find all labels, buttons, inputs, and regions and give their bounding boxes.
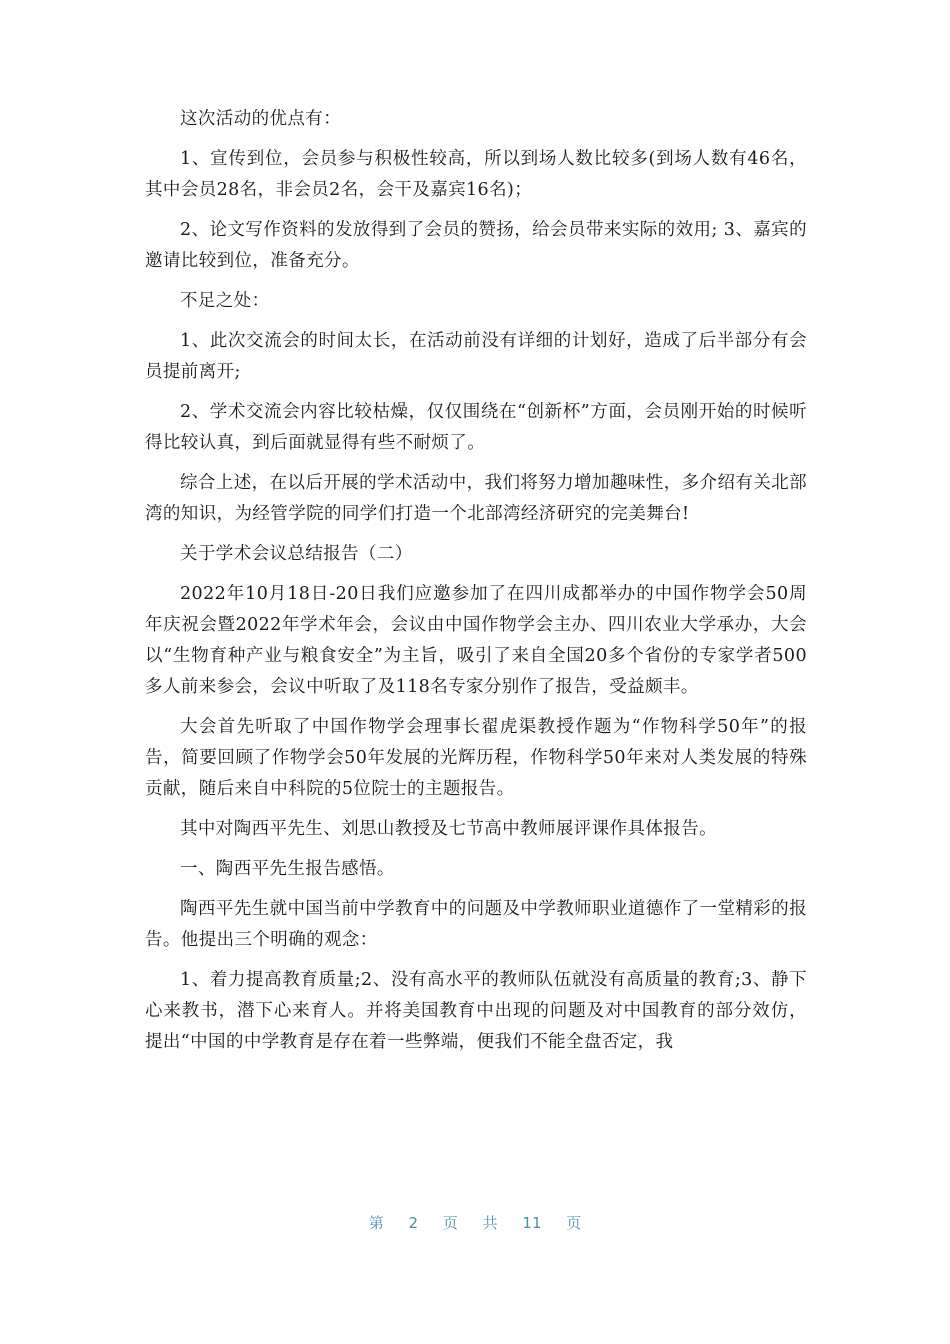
paragraph: 陶西平先生就中国当前中学教育中的问题及中学教师职业道德作了一堂精彩的报告。他提出三个明确的观念： (145, 899, 807, 950)
paragraph: 大会首先听取了中国作物学会理事长翟虎渠教授作题为“作物科学50年”的报告，简要回顾了作物学会50年发展的光辉历程，作物科学50年来对人类发展的特殊贡献，随后来自中科院的5位院士的主题报告。 (145, 717, 807, 799)
paragraph: 1、着力提高教育质量;2、没有高水平的教师队伍就没有高质量的教育;3、静下心来教书，潜下心来育人。并将美国教育中出现的问题及对中国教育的部分效仿，提出“中国的中学教育是存在着一些弊端，便我们不能全盘否定，我 (145, 970, 807, 1052)
section-heading: 关于学术会议总结报告（二） (180, 544, 413, 564)
paragraph: 不足之处： (180, 291, 270, 311)
subsection-heading: 一、陶西平先生报告感悟。 (180, 859, 395, 879)
paragraph: 1、宣传到位，会员参与积极性较高，所以到场人数比较多(到场人数有46名，其中会员28名，非会员2名，会干及嘉宾16名)； (145, 149, 807, 200)
paragraph: 这次活动的优点有： (180, 109, 342, 129)
paragraph: 2、学术交流会内容比较枯燥，仅仅围绕在“创新杯”方面，会员刚开始的时候听得比较认真，到后面就显得有些不耐烦了。 (145, 402, 807, 453)
page-footer (0, 1212, 950, 1233)
paragraph: 综合上述，在以后开展的学术活动中，我们将努力增加趣味性，多介绍有关北部湾的知识，为经管学院的同学们打造一个北部湾经济研究的完美舞台! (145, 473, 807, 524)
paragraph: 其中对陶西平先生、刘思山教授及七节高中教师展评课作具体报告。 (180, 819, 717, 839)
paragraph: 2、论文写作资料的发放得到了会员的赞扬，给会员带来实际的效用; 3、嘉宾的邀请比较到位，准备充分。 (145, 220, 807, 271)
document-body (145, 104, 807, 1067)
footer-word: 共 (482, 1214, 498, 1232)
footer-word: 页 (442, 1214, 458, 1232)
footer-word: 第 (368, 1214, 384, 1232)
paragraph: 2022年10月18日-20日我们应邀参加了在四川成都举办的中国作物学会50周年庆祝会暨2022年学术年会，会议由中国作物学会主办、四川农业大学承办，大会以“生物育种产业与粮食安全”为主旨，吸引了来自全国20多个省份的专家学者500多人前来参会，会议中听取了及118名专家分别作了报告，受益颇丰。 (145, 584, 807, 697)
footer-word: 页 (566, 1214, 582, 1232)
total-pages-number: 11 (522, 1214, 542, 1232)
current-page-number: 2 (408, 1214, 419, 1232)
paragraph: 1、此次交流会的时间太长，在活动前没有详细的计划好，造成了后半部分有会员提前离开; (145, 331, 807, 382)
